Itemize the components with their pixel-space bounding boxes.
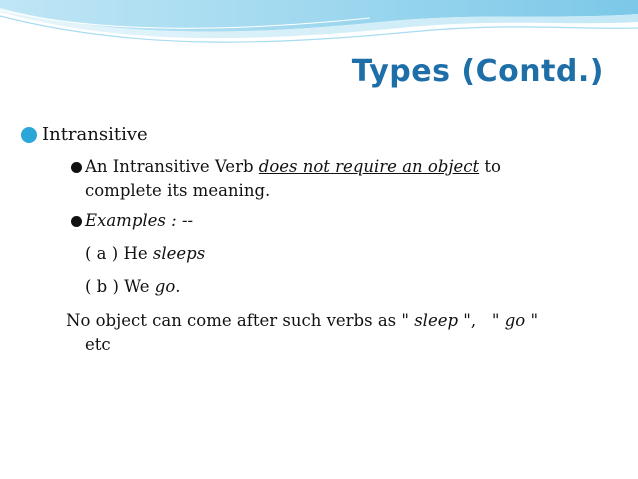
example-b-emphasis: go (154, 277, 176, 296)
definition-line (85, 156, 501, 178)
note-verb-go: go (504, 311, 526, 330)
example-b-prefix: ( b ) We (85, 277, 155, 296)
note-part3: " (525, 311, 539, 330)
note-verb-sleep: sleep (414, 311, 459, 330)
level1-bullet-icon (21, 127, 37, 143)
note-part1: No object can come after such verbs as " (66, 311, 415, 330)
example-b (85, 276, 181, 298)
example-b-suffix: . (175, 277, 181, 296)
example-a (85, 243, 205, 265)
examples-bullet-icon (71, 216, 82, 227)
slide-title: Types (Contd.) (351, 54, 604, 89)
definition-suffix: to (479, 157, 501, 176)
note-continuation: etc (85, 335, 111, 354)
definition-continuation: complete its meaning. (85, 181, 271, 200)
note-part2: ", " (458, 311, 505, 330)
definition-bullet-icon (71, 162, 82, 173)
example-a-emphasis: sleeps (152, 244, 206, 263)
heading-intransitive: Intransitive (42, 124, 148, 145)
example-a-prefix: ( a ) He (85, 244, 153, 263)
header-wave-decoration (0, 0, 638, 60)
examples-label: Examples : -- (85, 211, 194, 230)
definition-prefix: An Intransitive Verb (85, 157, 259, 176)
definition-emphasis: does not require an object (258, 157, 480, 176)
note-line (66, 310, 538, 332)
